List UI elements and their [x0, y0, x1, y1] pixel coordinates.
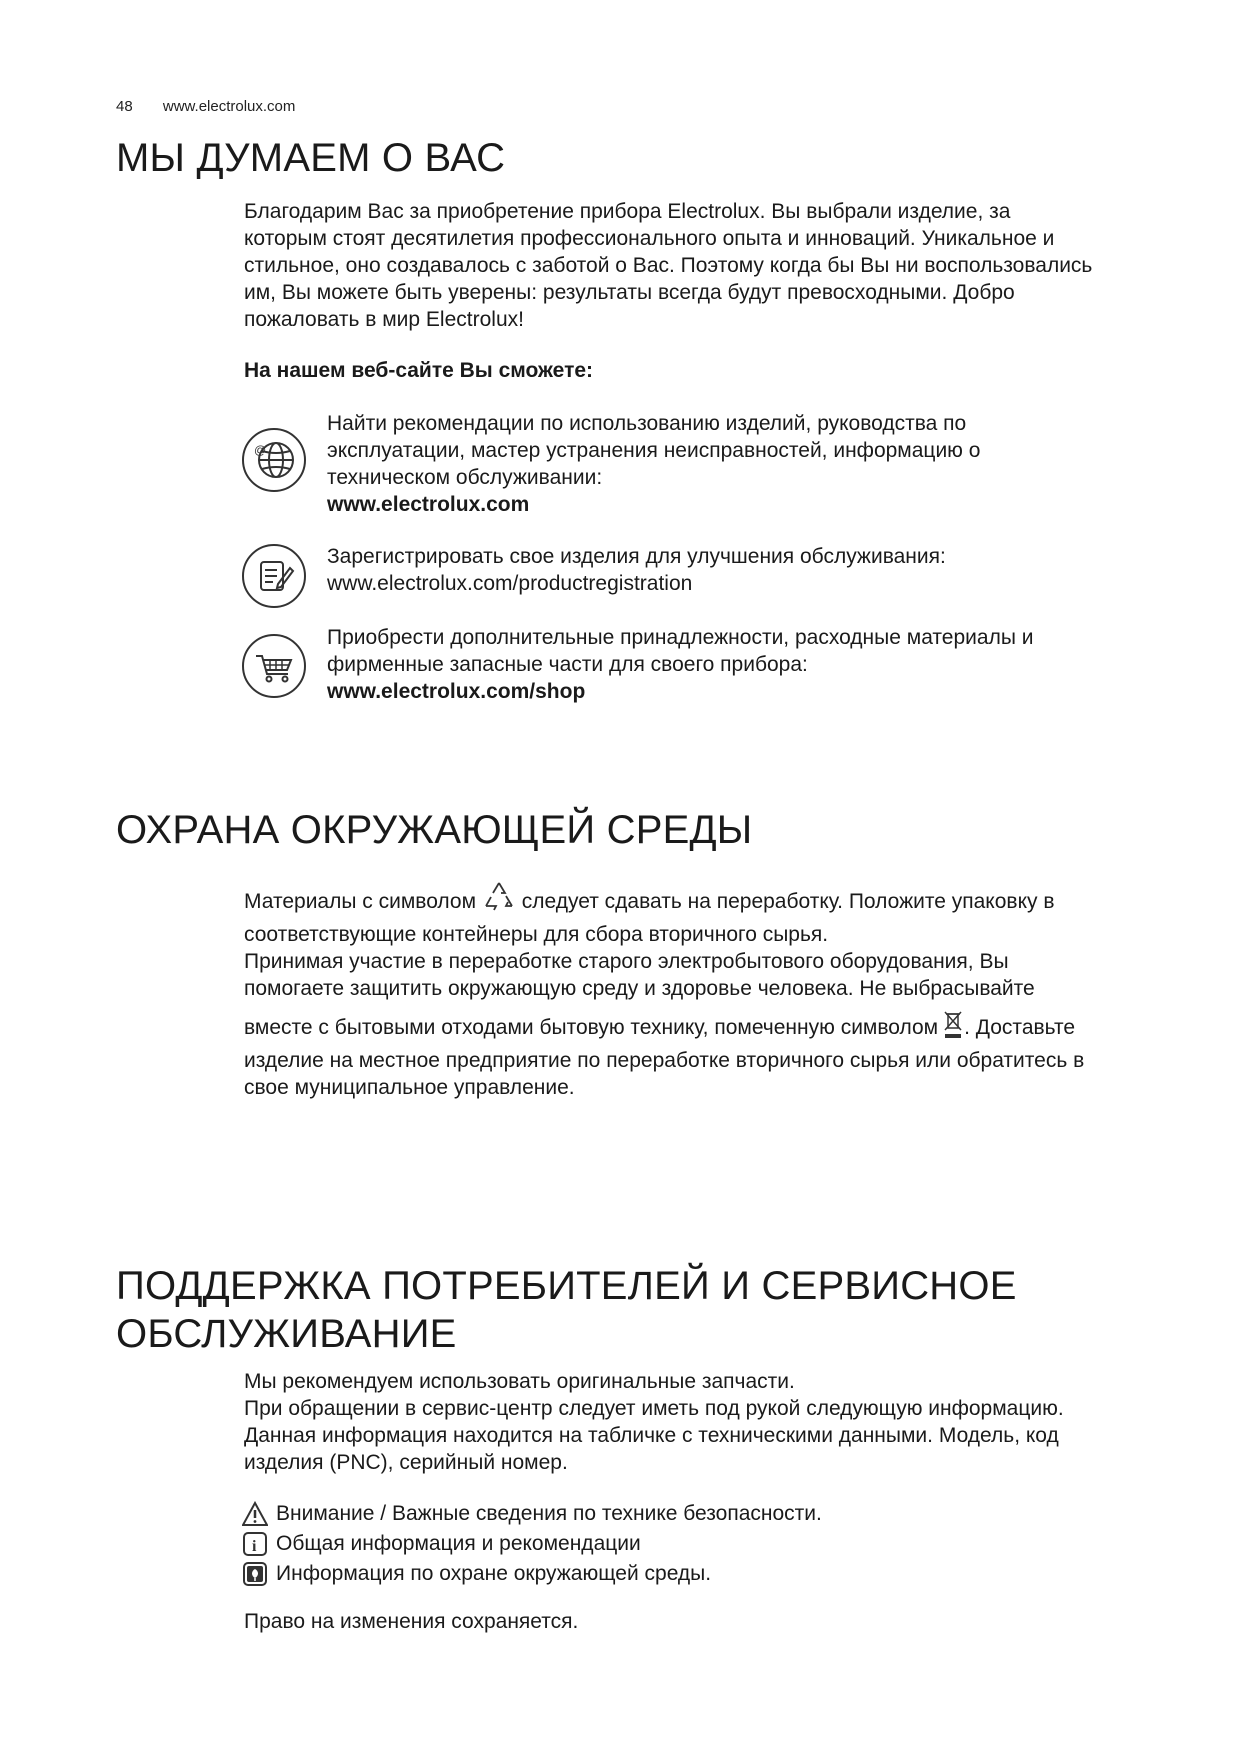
- intro-line: пожаловать в мир Electrolux!: [244, 308, 524, 331]
- env-line: свое муниципальное управление.: [244, 1076, 575, 1099]
- env-line: соответствующие контейнеры для сбора вторичного сырья.: [244, 923, 829, 946]
- legend-label: Общая информация и рекомендации: [276, 1532, 641, 1555]
- support-line: изделия (PNC), серийный номер.: [244, 1451, 568, 1474]
- footer-note: Право на изменения сохраняется.: [244, 1610, 579, 1633]
- item-text-line: техническом обслуживании:: [327, 466, 603, 489]
- website-item-shop: [327, 624, 1187, 705]
- env-line: изделие на местное предприятие по переработке вторичного сырья или обратитесь в: [244, 1049, 1085, 1072]
- legend-label: Внимание / Важные сведения по технике безопасности.: [276, 1502, 822, 1525]
- warning-icon: [242, 1501, 268, 1527]
- environment-paragraph: [244, 880, 1164, 1101]
- legend-warning: [242, 1500, 822, 1527]
- support-paragraph: [244, 1368, 1164, 1476]
- legend-info: [242, 1530, 641, 1557]
- svg-text:@: @: [254, 443, 267, 457]
- env-line1-after: следует сдавать на переработку. Положите упаковку в: [521, 890, 1055, 913]
- section-title-customer-support: [116, 1262, 1017, 1358]
- item-text-line: Приобрести дополнительные принадлежности, расходные материалы и: [327, 626, 1034, 649]
- item-text-line: фирменные запасные части для своего прибора:: [327, 653, 808, 676]
- registration-link[interactable]: www.electrolux.com/productregistration: [327, 572, 693, 595]
- intro-line: им, Вы можете быть уверены: результаты всегда будут превосходными. Добро: [244, 281, 1015, 304]
- shop-link[interactable]: www.electrolux.com/shop: [327, 680, 586, 703]
- support-line: Данная информация находится на табличке с техническими данными. Модель, код: [244, 1424, 1059, 1447]
- env-line: Принимая участие в переработке старого электробытового оборудования, Вы: [244, 950, 1009, 973]
- registration-form-icon: [242, 544, 306, 608]
- globe-icon: [242, 428, 306, 492]
- website-heading: На нашем веб-сайте Вы сможете:: [244, 359, 594, 382]
- env-line1-before: Материалы с символом: [244, 890, 477, 913]
- intro-line: которым стоят десятилетия профессионального опыта и инноваций. Уникальное и: [244, 227, 1055, 250]
- title-line: ОБСЛУЖИВАНИЕ: [116, 1312, 457, 1356]
- website-item-registration: [327, 543, 1187, 597]
- section-title-environment: ОХРАНА ОКРУЖАЮЩЕЙ СРЕДЫ: [116, 808, 753, 852]
- support-line: Мы рекомендуем использовать оригинальные запчасти.: [244, 1370, 795, 1393]
- support-line: При обращении в сервис-центр следует иметь под рукой следующую информацию.: [244, 1397, 1064, 1420]
- legend-environment: [242, 1560, 711, 1587]
- title-line: ПОДДЕРЖКА ПОТРЕБИТЕЛЕЙ И СЕРВИСНОЕ: [116, 1264, 1017, 1308]
- item-text-line: эксплуатации, мастер устранения неисправностей, информацию о: [327, 439, 981, 462]
- shopping-cart-icon: [242, 634, 306, 698]
- header-website: www.electrolux.com: [162, 98, 296, 115]
- intro-line: стильное, оно создавалось с заботой о Вас. Поэтому когда бы Вы ни воспользовались: [244, 254, 1093, 277]
- env-line5-after: . Доставьте: [964, 1016, 1076, 1039]
- env-line: [244, 880, 1164, 921]
- env-line5-before: вместе с бытовыми отходами бытовую технику, помеченную символом: [244, 1016, 939, 1039]
- env-line: помогаете защитить окружающую среду и здоровье человека. Не выбрасывайте: [244, 977, 1035, 1000]
- item-text-line: Зарегистрировать свое изделия для улучшения обслуживания:: [327, 545, 946, 568]
- intro-paragraph: [244, 198, 1164, 333]
- section-title-we-think-of-you: МЫ ДУМАЕМ О ВАС: [116, 136, 506, 180]
- recycle-icon: [482, 880, 516, 921]
- page-header: [116, 98, 295, 115]
- svg-text:i: i: [252, 1537, 257, 1555]
- intro-line: Благодарим Вас за приобретение прибора Electrolux. Вы выбрали изделие, за: [244, 200, 1011, 223]
- website-item-guides: [327, 410, 1187, 518]
- env-line: [244, 1010, 1164, 1047]
- info-icon: [242, 1531, 268, 1557]
- crossed-bin-icon: [942, 1010, 964, 1047]
- item-text-line: Найти рекомендации по использованию изделий, руководства по: [327, 412, 967, 435]
- electrolux-link[interactable]: www.electrolux.com: [327, 493, 530, 516]
- page-number: 48: [116, 98, 133, 115]
- environment-icon: [242, 1561, 268, 1587]
- legend-label: Информация по охране окружающей среды.: [276, 1562, 712, 1585]
